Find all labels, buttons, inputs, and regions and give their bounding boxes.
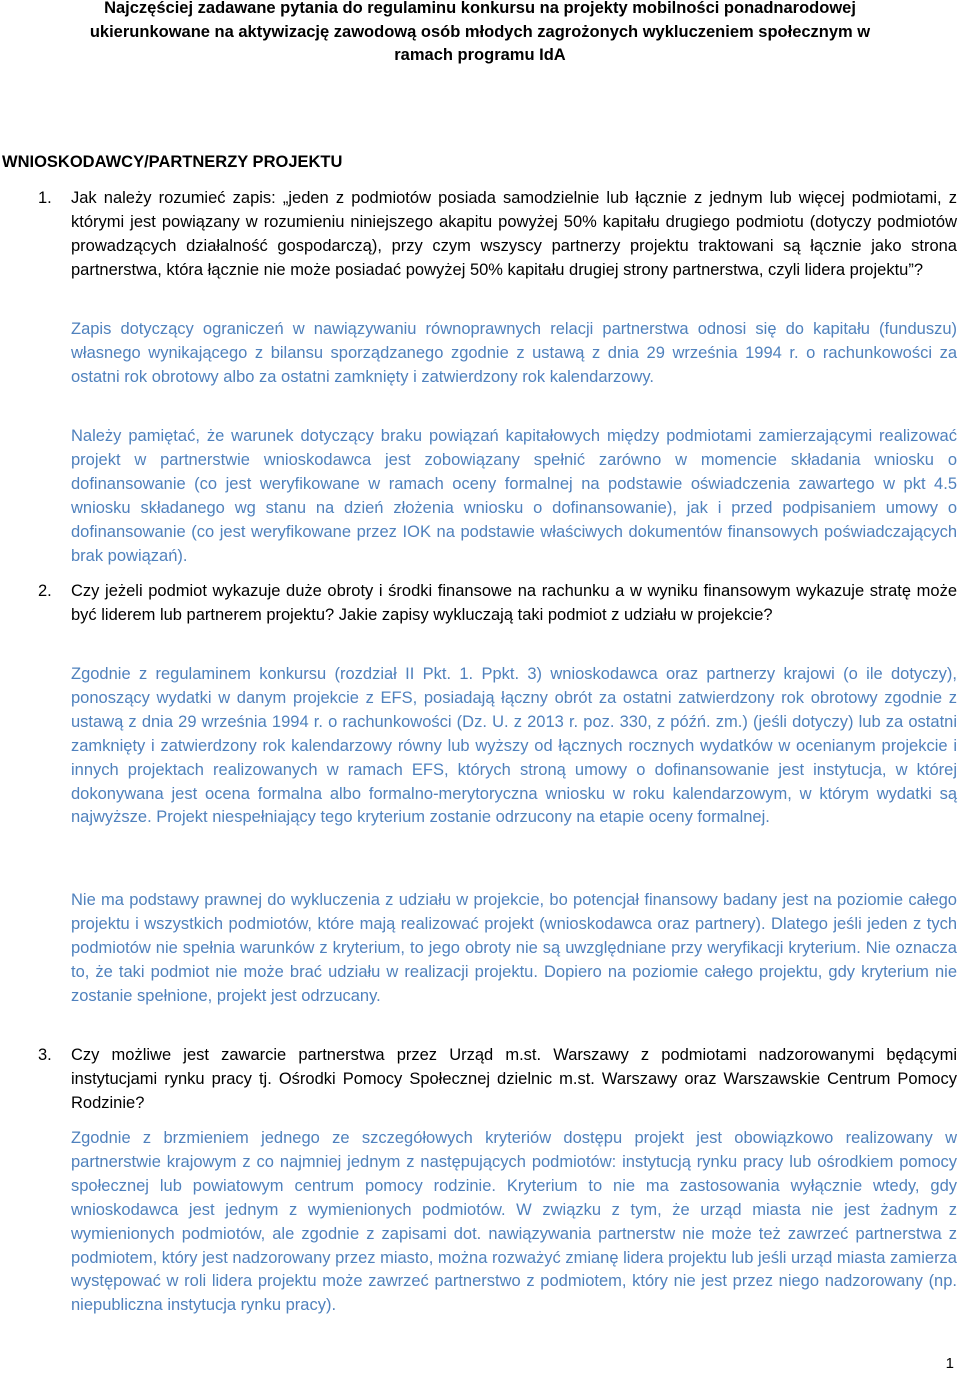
answer-1-paragraph-2: Należy pamiętać, że warunek dotyczący braku powiązań kapitałowych między podmiotami zamierzającymi realizować projekt w partnerstwie wnioskodawca jest zobowiązany spełnić zarówno w momencie składania wniosku o dofinansowanie (co jest weryfikowane w ramach oceny formalnej na podstawie oświadczenia zawartego w pkt 4.5 wniosku składanego wg stanu na dzień złożenia wniosku o dofinansowanie), jak i przed podpisaniem umowy o dofinansowanie (co jest weryfikowane przez IOK na podstawie właściwych dokumentów finansowych poświadczających brak powiązań). (71, 427, 957, 565)
question-1 (38, 187, 957, 283)
question-number: 1. (38, 189, 52, 207)
answer-3-paragraph-1: Zgodnie z brzmieniem jednego ze szczegółowych kryteriów dostępu projekt jest obowiązkowo realizowany w partnerstwie krajowym z co najmniej jednym z następujących podmiotów: instytucją rynku pracy lub ośrodkiem pomocy społecznej lub powiatowym centrum pomocy rodzinie. Kryterium to nie ma zastosowania wyłącznie wtedy, gdy wnioskodawca jest jednym z wymienionych podmiotów. W związku z tym, że urząd miasta nie jest żadnym z wymienionych podmiotów, ale zgodnie z zapisami dot. nawiązywania partnerstw nie może też zawrzeć partnerstwa z podmiotem, który jest nadzorowany przez miasto, można rozważyć zmianę lidera projektu lub jeśli urząd miasta zamierza występować w roli lidera projektu może zawrzeć partnerstwo z podmiotem, który nie jest przez niego nadzorowany (np. niepubliczna instytucja rynku pracy). (71, 1129, 957, 1315)
question-2 (38, 580, 957, 628)
question-3 (38, 1044, 957, 1116)
section-heading: WNIOSKODAWCY/PARTNERZY PROJEKTU (2, 153, 343, 171)
question-number: 2. (38, 582, 52, 600)
document-title: Najczęściej zadawane pytania do regulaminu konkursu na projekty mobilności ponadnarodowej ukierunkowane na aktywizację zawodową osób młodych zagrożonych wykluczeniem społecznym w ramach programu IdA (89, 0, 871, 64)
answer-1-paragraph-1: Zapis dotyczący ograniczeń w nawiązywaniu równoprawnych relacji partnerstwa odnosi się do kapitału (funduszu) własnego wynikającego z bilansu sporządzanego zgodnie z ustawą z dnia 29 września 1994 r. o rachunkowości za ostatni rok obrotowy albo za ostatni zamknięty i zatwierdzony rok kalendarzowy. (71, 320, 957, 386)
question-text: Jak należy rozumieć zapis: „jeden z podmiotów posiada samodzielnie lub łącznie z jednym lub więcej podmiotami, z którymi jest powiązany w rozumieniu niniejszego akapitu powyżej 50% kapitału drugiego podmiotu (dotyczy podmiotów prowadzących działalność gospodarczą), przy czym wszyscy partnerzy projektu traktowani są łącznie jako strona partnerstwa, która łącznie nie może posiadać powyżej 50% kapitału drugiej strony partnerstwa, czyli lidera projektu”? (71, 189, 957, 279)
page-number: 1 (945, 1355, 954, 1372)
question-text: Czy możliwe jest zawarcie partnerstwa przez Urząd m.st. Warszawy z podmiotami nadzorowanymi będącymi instytucjami rynku pracy tj. Ośrodki Pomocy Społecznej dzielnic m.st. Warszawy oraz Warszawskie Centrum Pomocy Rodzinie? (71, 1046, 957, 1112)
question-number: 3. (38, 1046, 52, 1064)
answer-2-paragraph-1: Zgodnie z regulaminem konkursu (rozdział II Pkt. 1. Ppkt. 3) wnioskodawca oraz partnerzy krajowi (o ile dotyczy), ponoszący wydatki w danym projekcie z EFS, posiadają łączny obrót za ostatni zatwierdzony rok obrotowy zgodnie z ustawą z dnia 29 września 1994 r. o rachunkowości (Dz. U. z 2013 r. poz. 330, z późń. zm.) (jeśli dotyczy) lub za ostatni zamknięty i zatwierdzony rok kalendarzowy równy lub wyższy od łącznych rocznych wydatków w ocenianym projekcie i innych projektach realizowanych w ramach EFS, których stroną umowy o dofinansowanie jest instytucja, w której dokonywana jest ocena formalna albo formalno-merytoryczna wniosku w roku kalendarzowym, w którym wydatki są najwyższe. Projekt niespełniający tego kryterium zostanie odrzucony na etapie oceny formalnej. (71, 665, 957, 827)
question-text: Czy jeżeli podmiot wykazuje duże obroty i środki finansowe na rachunku a w wyniku finansowym wykazuje stratę może być liderem lub partnerem projektu? Jakie zapisy wykluczają taki podmiot z udziału w projekcie? (71, 582, 957, 624)
answer-2-paragraph-2: Nie ma podstawy prawnej do wykluczenia z udziału w projekcie, bo potencjał finansowy badany jest na poziomie całego projektu i wszystkich podmiotów, które mają realizować projekt (wnioskodawca oraz partnery). Dlatego jeśli jeden z tych podmiotów nie spełnia warunków z kryterium, to jego obroty nie są uwzględniane przy weryfikacji kryterium. Nie oznacza to, że taki podmiot nie może brać udziału w realizacji projektu. Dopiero na poziomie całego projektu, gdy kryterium nie zostanie spełnione, projekt jest odrzucany. (71, 891, 957, 1005)
